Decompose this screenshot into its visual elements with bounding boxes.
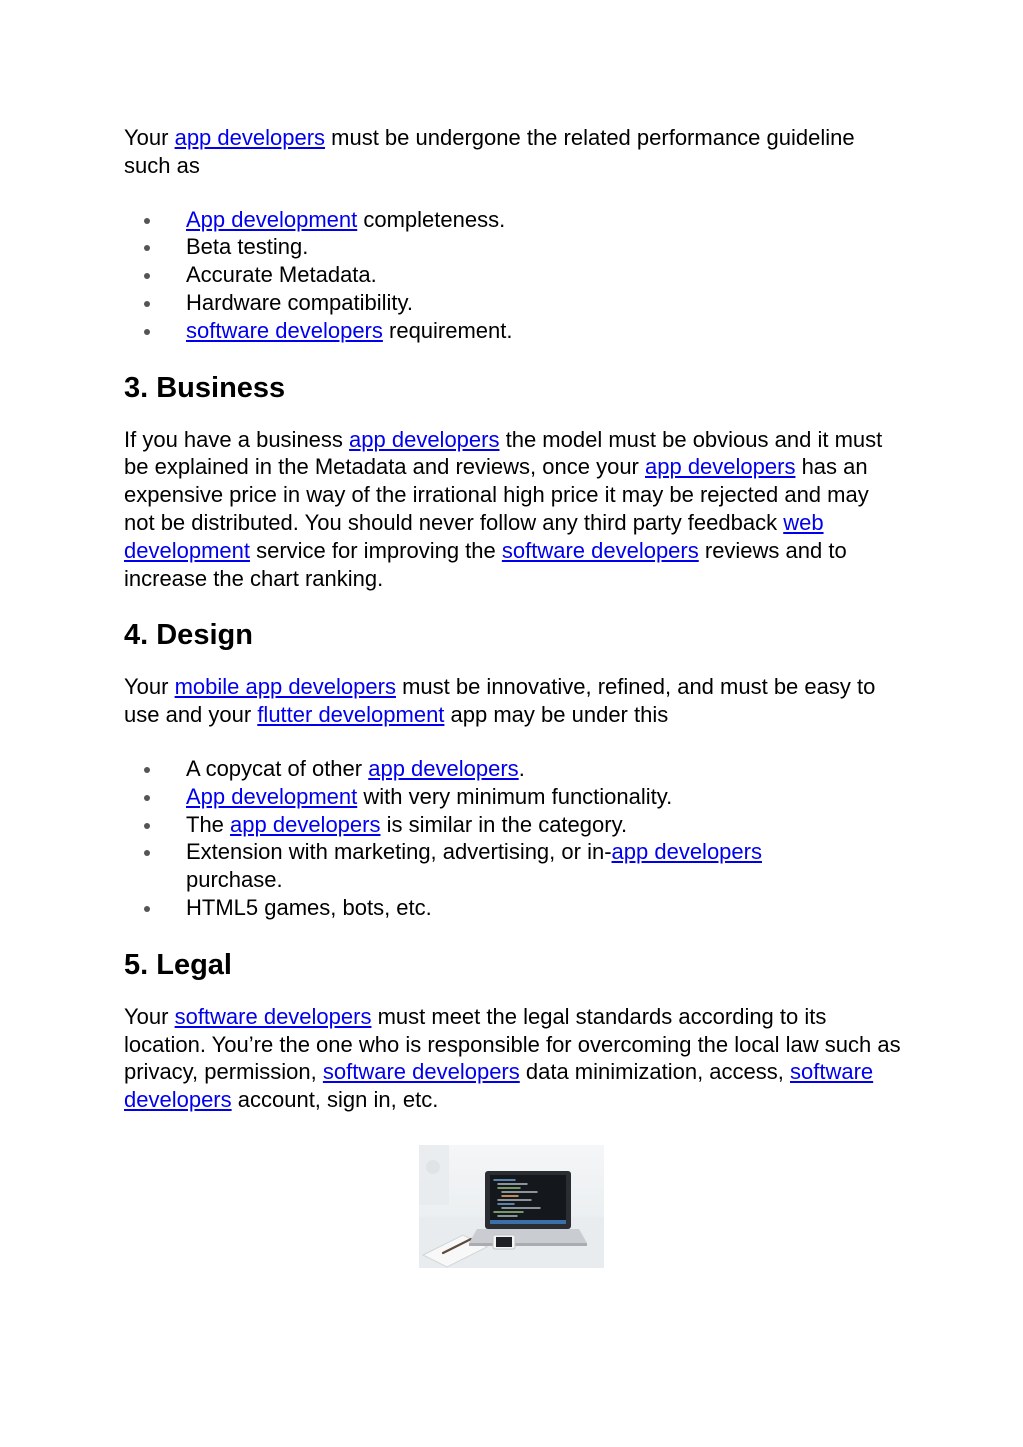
document-content	[124, 124, 904, 1114]
performance-guideline-list	[124, 206, 904, 345]
design-rejection-list	[124, 755, 904, 922]
list-item: The app developers is similar in the category.	[124, 811, 904, 839]
legal-paragraph: Your software developers must meet the legal standards according to its location. You’re the one who is responsible for overcoming the local law such as privacy, permission, software developers data minimization, access, software developers account, sign in, etc.	[124, 1003, 901, 1113]
business-paragraph: If you have a business app developers the model must be obvious and it must be explained in the Metadata and reviews, once your app developers has an expensive price in way of the irrational high price it may be rejected and may not be distributed. You should never follow any third party feedback web development service for improving the software developers reviews and to increase the chart ranking.	[124, 426, 883, 591]
list-item: Hardware compatibility.	[124, 289, 904, 317]
intro-paragraph: Your app developers must be undergone the related performance guideline such as	[124, 125, 855, 178]
heading-business: 3. Business	[124, 371, 286, 404]
link-app-development[interactable]: App development	[186, 206, 358, 232]
link-flutter-development[interactable]: flutter development	[257, 702, 445, 728]
list-item: software developers requirement.	[124, 317, 904, 345]
link-app-developers[interactable]: app developers	[645, 454, 796, 480]
link-software-developers[interactable]: software developers	[174, 1003, 372, 1029]
laptop-illustration	[419, 1145, 604, 1268]
link-software-developers[interactable]: software developers	[501, 537, 699, 563]
link-mobile-app-developers[interactable]: mobile app developers	[174, 674, 396, 700]
link-app-developers[interactable]: app developers	[368, 755, 519, 781]
list-item: A copycat of other app developers.	[124, 755, 904, 783]
heading-legal: 5. Legal	[124, 948, 232, 981]
heading-design: 4. Design	[124, 619, 253, 652]
link-software-developers[interactable]: software developers	[124, 1059, 874, 1113]
list-item: Accurate Metadata.	[124, 261, 904, 289]
link-software-developers[interactable]: software developers	[186, 317, 383, 343]
laptop-photo	[419, 1145, 604, 1268]
link-app-developers[interactable]: app developers	[174, 125, 326, 150]
link-software-developers[interactable]: software developers	[322, 1059, 520, 1085]
list-item: Beta testing.	[124, 233, 904, 261]
link-app-developers[interactable]: app developers	[349, 426, 500, 452]
list-item: App development with very minimum functionality.	[124, 783, 904, 811]
list-item: Extension with marketing, advertising, or in-app developers purchase.	[124, 838, 904, 894]
design-paragraph: Your mobile app developers must be innovative, refined, and must be easy to use and your flutter development app may be under this	[124, 674, 876, 728]
link-app-developers[interactable]: app developers	[611, 839, 762, 865]
link-web-development[interactable]: web development	[124, 509, 824, 563]
list-item: HTML5 games, bots, etc.	[124, 894, 904, 922]
link-app-development[interactable]: App development	[186, 783, 358, 809]
list-item: App development completeness.	[124, 206, 904, 234]
link-app-developers[interactable]: app developers	[230, 811, 381, 837]
